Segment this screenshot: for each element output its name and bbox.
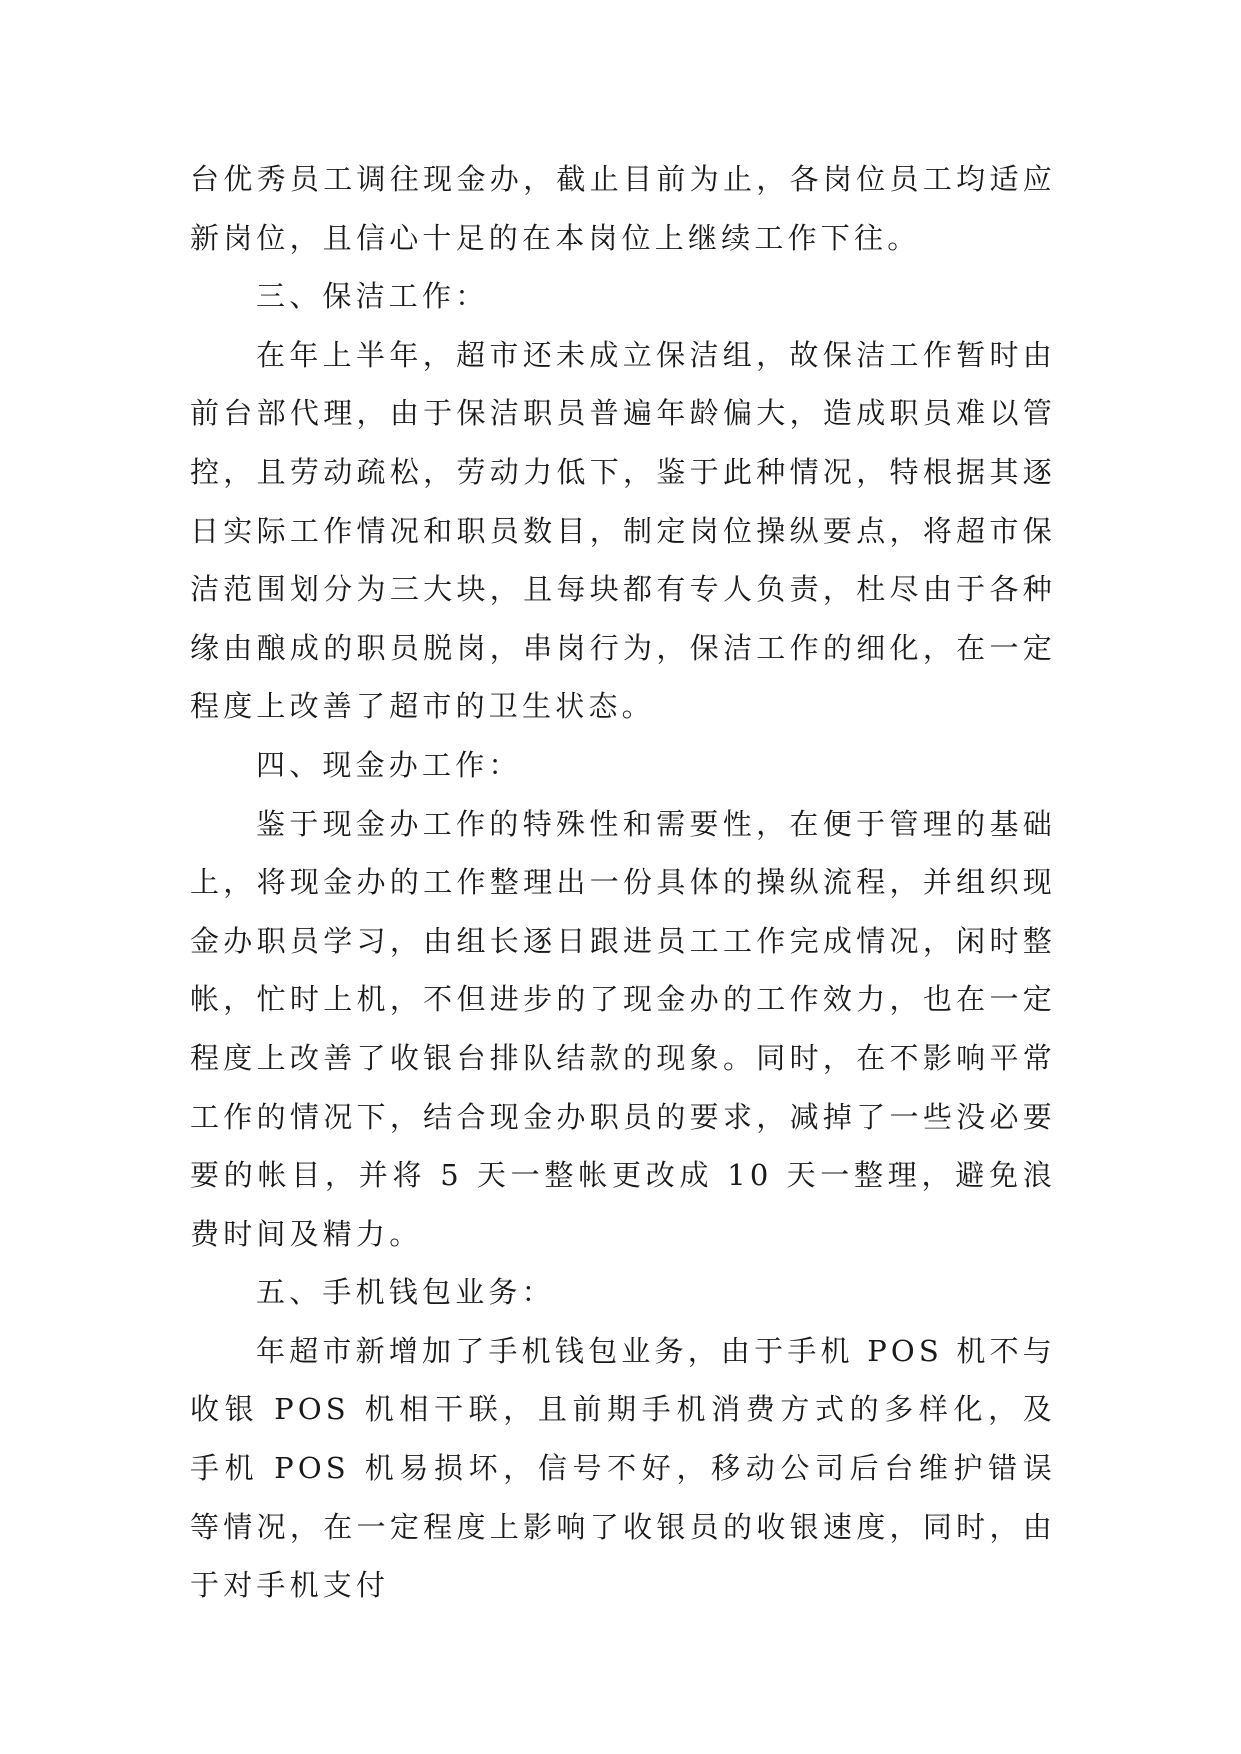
paragraph-cash-office: 鉴于现金办工作的特殊性和需要性，在便于管理的基础上，将现金办的工作整理出一份具体的操纵流程，并组织现金办职员学习，由组长逐日跟进员工工作完成情况，闲时整帐，忙时上机，不但进步的了现金办的工作效力，也在一定程度上改善了收银台排队结款的现象。同时，在不影响平常工作的情况下，结合现金办职员的要求，减掉了一些没必要要的帐目，并将 5 天一整帐更改成 10 天一整理，避免浪费时间及精力。: [190, 806, 1056, 1251]
paragraph-continuation: 台优秀员工调往现金办，截止目前为止，各岗位员工均适应新岗位，且信心十足的在本岗位上继续工作下往。: [190, 162, 1056, 255]
paragraph-mobile-wallet: 年超市新增加了手机钱包业务，由于手机 POS 机不与收银 POS 机相干联，且前期手机消费方式的多样化，及手机 POS 机易损坏，信号不好，移动公司后台维护错误等情况，在一定程度上影响了收银员的收银速度，同时，由于对手机支付: [190, 1333, 1056, 1603]
section-heading-cash-office: 四、现金办工作：: [256, 747, 522, 782]
section-heading-cleaning: 三、保洁工作：: [256, 279, 489, 314]
document-page: [190, 150, 1056, 1615]
section-heading-mobile-wallet: 五、手机钱包业务：: [256, 1275, 555, 1310]
paragraph-cleaning: 在年上半年，超市还未成立保洁组，故保洁工作暂时由前台部代理，由于保洁职员普遍年龄偏大，造成职员难以管控，且劳动疏松，劳动力低下，鉴于此种情况，特根据其逐日实际工作情况和职员数目，制定岗位操纵要点，将超市保洁范围划分为三大块，且每块都有专人负责，杜尽由于各种缘由酿成的职员脱岗，串岗行为，保洁工作的细化，在一定程度上改善了超市的卫生状态。: [190, 337, 1056, 724]
